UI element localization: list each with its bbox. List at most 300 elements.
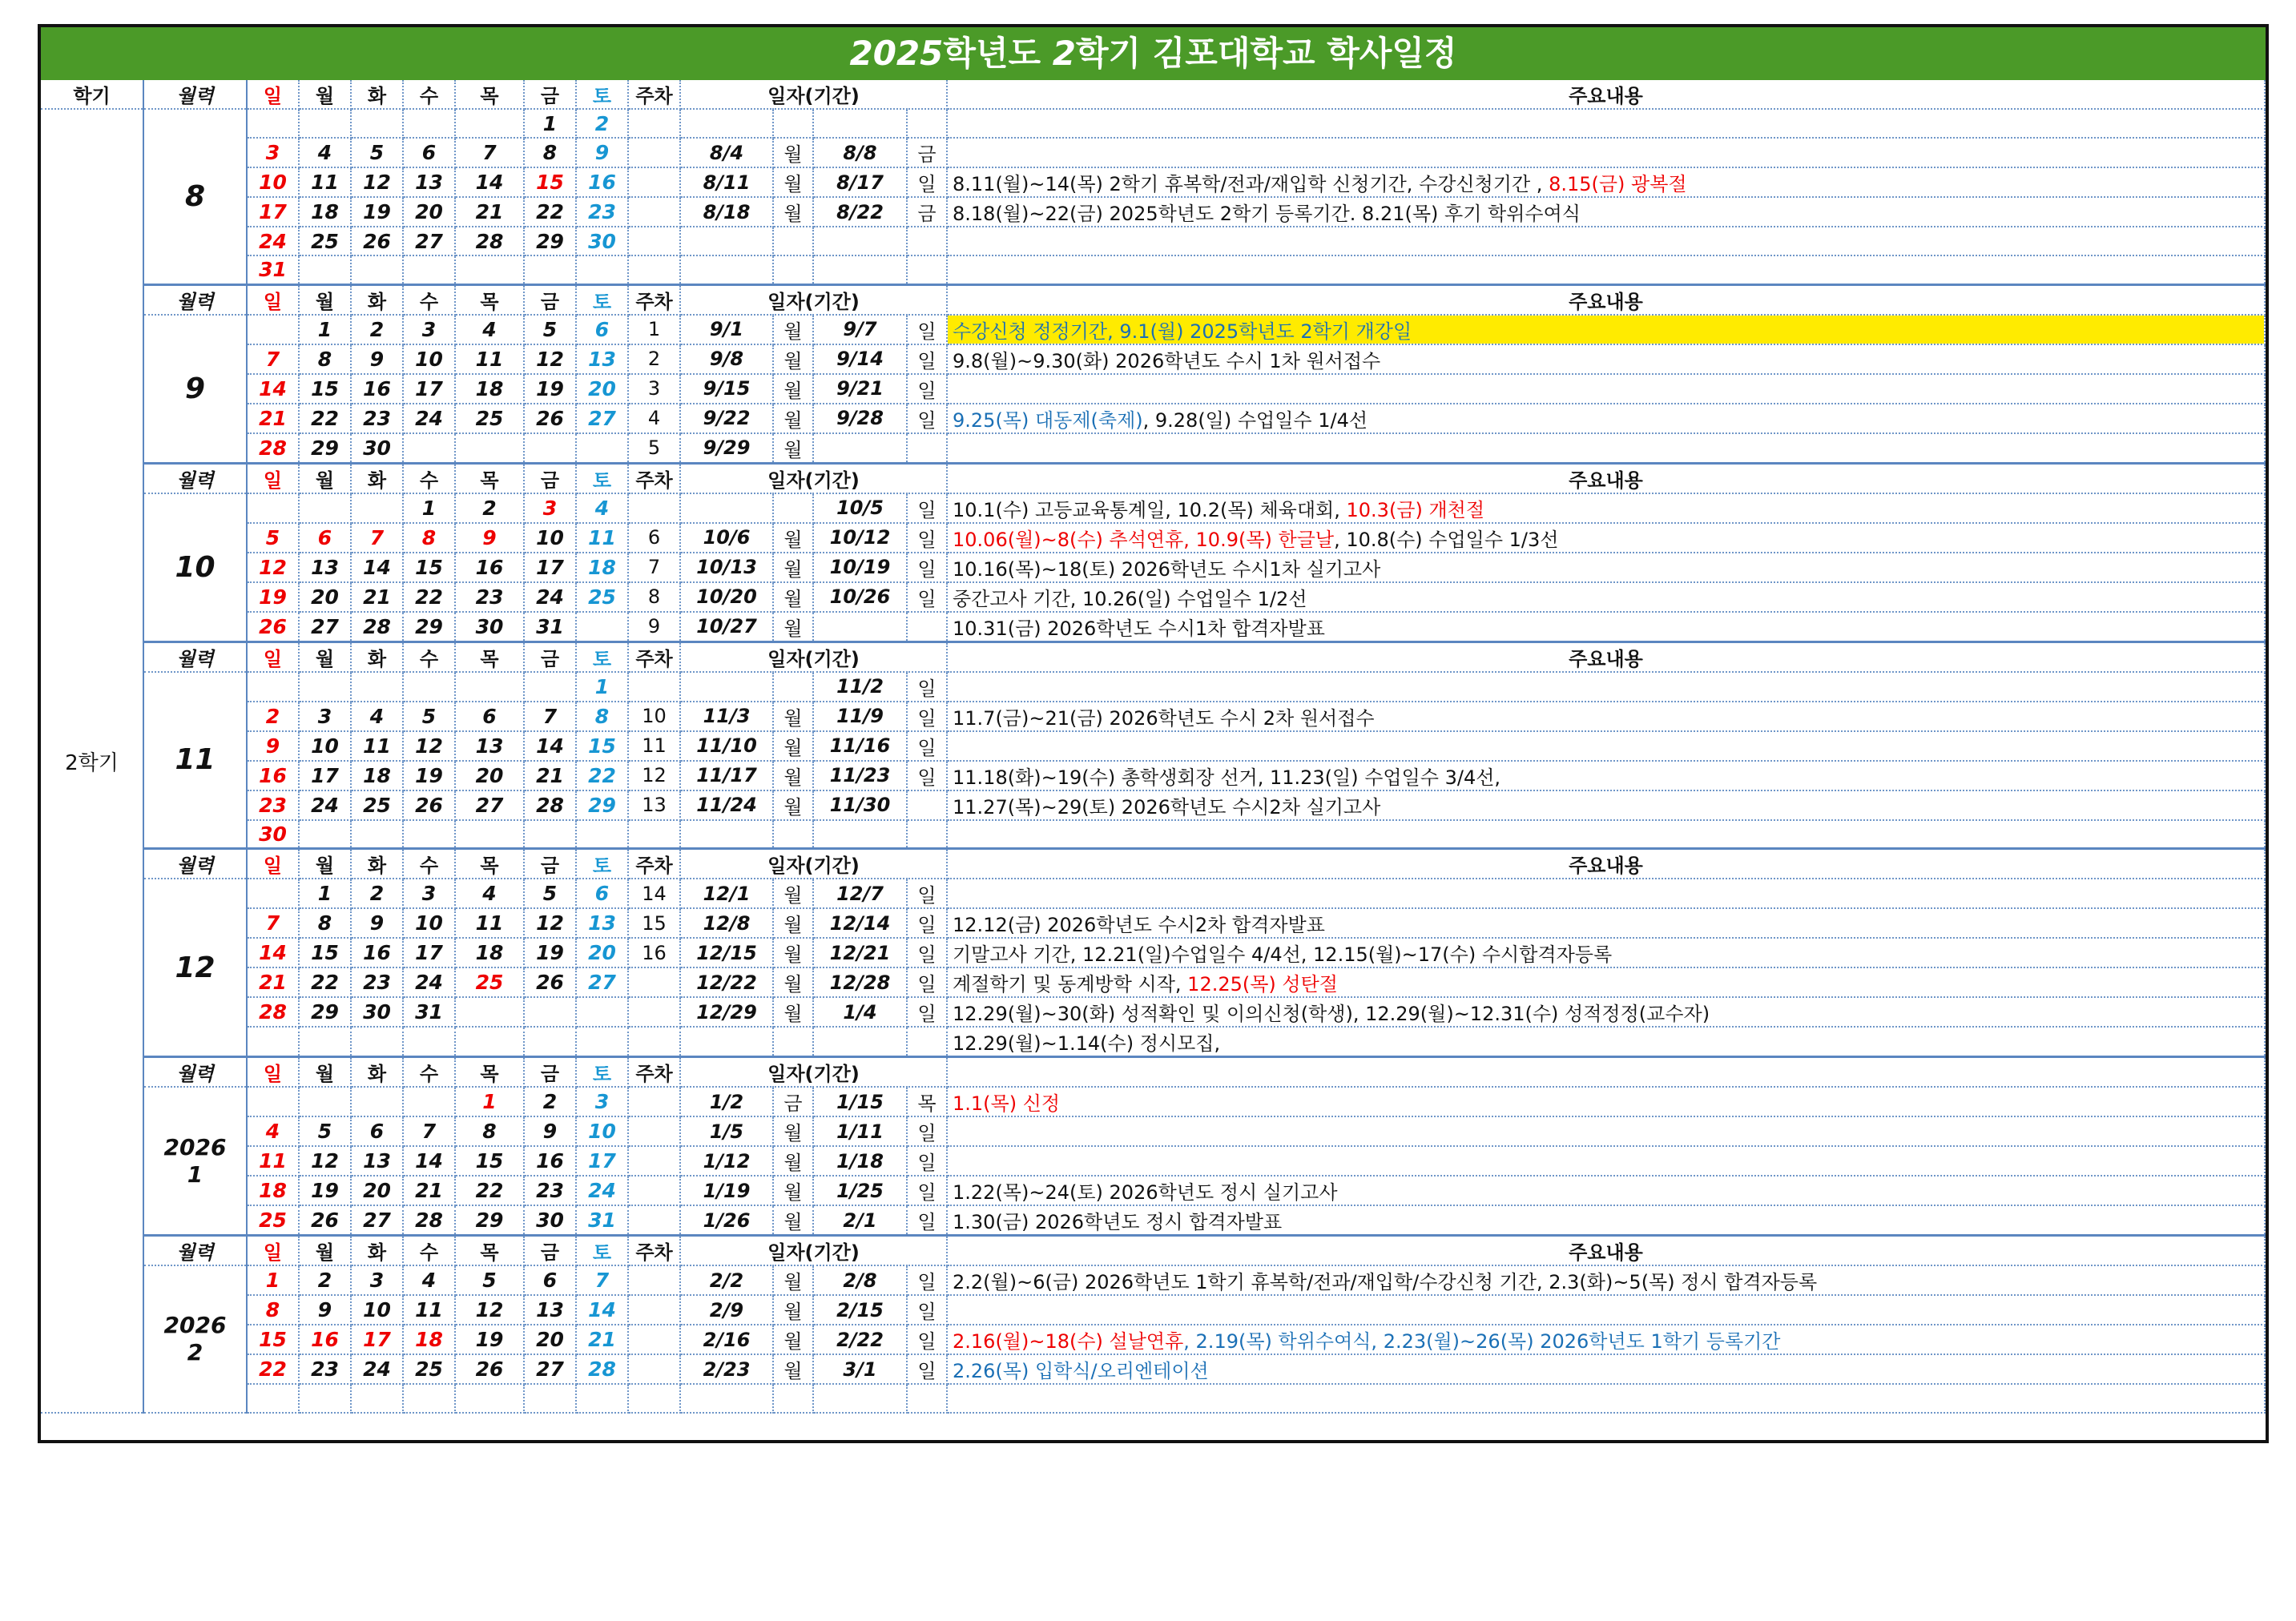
event-text: 11.18(화)~19(수) 총학생회장 선거, 11.23(일) 수업일수 3/4선, (953, 766, 1501, 789)
event-notes (947, 761, 2265, 790)
period-start: 11/17 (680, 761, 773, 790)
week-row (41, 938, 2265, 967)
week-number (628, 672, 680, 702)
calendar-day: 16 (299, 1325, 351, 1354)
calendar-day: 27 (455, 790, 524, 820)
event-text: 1.30(금) 2026학년도 정시 합격자발표 (953, 1211, 1283, 1233)
calendar-day (576, 1384, 628, 1413)
period-start: 1/19 (680, 1176, 773, 1205)
period-end: 2/22 (813, 1325, 907, 1354)
week-row (41, 908, 2265, 938)
event-text: 11.7(금)~21(금) 2026학년도 수시 2차 원서접수 (953, 706, 1375, 730)
month-label: 11 (143, 672, 247, 849)
event-text: 12.12(금) 2026학년도 수시2차 합격자발표 (953, 914, 1325, 936)
calendar-day: 13 (299, 553, 351, 582)
calendar-day (455, 433, 524, 464)
weekday-header: 화 (351, 284, 403, 315)
period-start: 11/10 (680, 731, 773, 761)
event-notes (947, 493, 2265, 523)
week-header: 주차 (628, 1057, 680, 1088)
calendar-day (299, 1087, 351, 1116)
period-header: 일자(기간) (680, 80, 947, 109)
event-text: 8.18(월)~22(금) 2025학년도 2학기 등록기간. 8.21(목) 후기 학위수여식 (953, 203, 1581, 225)
weekday-header: 화 (351, 463, 403, 493)
page-title: 2025학년도 2학기 김포대학교 학사일정 (41, 27, 2266, 80)
week-number: 12 (628, 761, 680, 790)
calendar-day (455, 1027, 524, 1057)
week-number: 8 (628, 582, 680, 612)
weekday-header: 목 (455, 80, 524, 109)
period-end-day: 일 (907, 761, 947, 790)
calendar-day (247, 315, 299, 344)
calendar-day: 14 (455, 167, 524, 197)
calendar-day (576, 612, 628, 642)
period-start-day: 월 (773, 138, 813, 167)
period-end: 9/21 (813, 374, 907, 404)
calendar-day: 14 (247, 374, 299, 404)
period-end: 12/21 (813, 938, 907, 967)
calendar-day (247, 1087, 299, 1116)
period-end-day: 일 (907, 1176, 947, 1205)
calendar-day: 2 (299, 1265, 351, 1295)
calendar-day: 15 (455, 1146, 524, 1176)
event-notes (947, 672, 2265, 702)
period-start-day: 월 (773, 1354, 813, 1384)
calendar-day: 23 (247, 790, 299, 820)
calendar-day (403, 672, 455, 702)
calendar-day: 9 (351, 344, 403, 374)
calendar-day: 22 (455, 1176, 524, 1205)
calendar-day: 25 (403, 1354, 455, 1384)
event-notes (947, 109, 2265, 138)
week-row (41, 612, 2265, 642)
period-start: 10/6 (680, 523, 773, 553)
month-label: 9 (143, 315, 247, 464)
calendar-day: 26 (299, 1205, 351, 1236)
week-row (41, 255, 2265, 284)
calendar-day: 24 (351, 1354, 403, 1384)
calendar-day: 26 (247, 612, 299, 642)
header-row (41, 80, 2265, 109)
week-number: 6 (628, 523, 680, 553)
period-start-day: 월 (773, 1176, 813, 1205)
calendar-day: 25 (247, 1205, 299, 1236)
calendar-day (351, 820, 403, 849)
week-number (628, 1205, 680, 1236)
calendar-day: 19 (524, 374, 576, 404)
week-number (628, 227, 680, 255)
calendar-day: 16 (576, 167, 628, 197)
header-row (41, 642, 2265, 672)
event-notes (947, 197, 2265, 227)
period-start: 9/1 (680, 315, 773, 344)
calendar-header: 월력 (143, 1236, 247, 1266)
period-end-day: 일 (907, 523, 947, 553)
period-end-day: 일 (907, 315, 947, 344)
week-number: 16 (628, 938, 680, 967)
weekday-header: 금 (524, 642, 576, 672)
event-notes (947, 908, 2265, 938)
calendar-day (524, 820, 576, 849)
calendar-day: 5 (403, 702, 455, 731)
calendar-day: 18 (351, 761, 403, 790)
event-notes (947, 1205, 2265, 1236)
period-start-day: 월 (773, 197, 813, 227)
calendar-day: 20 (403, 197, 455, 227)
period-end: 11/30 (813, 790, 907, 820)
event-text: 기말고사 기간, 12.21(일)수업일수 4/4선, 12.15(월)~17(수) 수시합격자등록 (953, 943, 1613, 966)
calendar-day: 1 (524, 109, 576, 138)
weekday-header: 수 (403, 642, 455, 672)
week-row (41, 1087, 2265, 1116)
period-start-day: 월 (773, 523, 813, 553)
week-number (628, 1146, 680, 1176)
calendar-day: 14 (576, 1295, 628, 1325)
calendar-day: 21 (403, 1176, 455, 1205)
weekday-header: 수 (403, 849, 455, 879)
calendar-day: 13 (351, 1146, 403, 1176)
month-label: 10 (143, 493, 247, 642)
period-start-day (773, 255, 813, 284)
calendar-day: 1 (576, 672, 628, 702)
calendar-day (247, 1384, 299, 1413)
calendar-day: 27 (576, 404, 628, 433)
calendar-day: 30 (351, 433, 403, 464)
calendar-day: 31 (576, 1205, 628, 1236)
period-end-day: 일 (907, 702, 947, 731)
period-end (813, 227, 907, 255)
week-number (628, 493, 680, 523)
period-start: 12/22 (680, 967, 773, 997)
weekday-header: 화 (351, 80, 403, 109)
weekday-header: 화 (351, 642, 403, 672)
calendar-day: 14 (403, 1146, 455, 1176)
calendar-day (299, 109, 351, 138)
calendar-day: 8 (247, 1295, 299, 1325)
calendar-day: 12 (247, 553, 299, 582)
event-notes (947, 879, 2265, 908)
calendar-day: 15 (403, 553, 455, 582)
calendar-day: 22 (299, 967, 351, 997)
calendar-day: 27 (524, 1354, 576, 1384)
calendar-day: 13 (403, 167, 455, 197)
calendar-day: 21 (455, 197, 524, 227)
calendar-day: 16 (455, 553, 524, 582)
calendar-day: 26 (524, 967, 576, 997)
event-notes (947, 790, 2265, 820)
week-row (41, 790, 2265, 820)
event-text: 12.29(월)~1.14(수) 정시모집, (953, 1032, 1221, 1055)
calendar-day: 29 (299, 433, 351, 464)
period-end (813, 433, 907, 464)
event-notes (947, 702, 2265, 731)
calendar-day: 18 (247, 1176, 299, 1205)
event-text: 9.25(목) 대동제(축제) (953, 408, 1143, 432)
calendar-day: 5 (455, 1265, 524, 1295)
week-row (41, 731, 2265, 761)
week-header: 주차 (628, 80, 680, 109)
calendar-day: 19 (403, 761, 455, 790)
calendar-day: 25 (455, 967, 524, 997)
calendar-day: 18 (455, 938, 524, 967)
event-text: 10.3(금) 개천절 (1346, 498, 1485, 521)
calendar-day: 8 (455, 1116, 524, 1146)
calendar-header: 월력 (143, 1057, 247, 1088)
calendar-day (403, 1087, 455, 1116)
event-text: 2.16(월)~18(수) 설날연휴 (953, 1330, 1184, 1353)
header-row (41, 1236, 2265, 1266)
calendar-day: 11 (455, 344, 524, 374)
week-row (41, 1176, 2265, 1205)
period-start-day: 월 (773, 315, 813, 344)
period-start-day: 월 (773, 761, 813, 790)
calendar-day: 9 (351, 908, 403, 938)
event-notes (947, 523, 2265, 553)
period-start-day: 월 (773, 967, 813, 997)
calendar-header: 월력 (143, 80, 247, 109)
period-header: 일자(기간) (680, 642, 947, 672)
week-row (41, 197, 2265, 227)
calendar-day: 15 (299, 374, 351, 404)
event-text: 10.06(월)~8(수) 추석연휴, 10.9(목) 한글날 (953, 528, 1335, 551)
weekday-header: 토 (576, 463, 628, 493)
weekday-header: 월 (299, 1236, 351, 1266)
calendar-day: 17 (247, 197, 299, 227)
calendar-day: 11 (247, 1146, 299, 1176)
calendar-day: 23 (351, 967, 403, 997)
period-end-day: 일 (907, 997, 947, 1027)
calendar-day (247, 1027, 299, 1057)
weekday-header: 화 (351, 1236, 403, 1266)
week-number: 1 (628, 315, 680, 344)
week-row (41, 879, 2265, 908)
calendar-day: 6 (455, 702, 524, 731)
calendar-day: 10 (351, 1295, 403, 1325)
period-end: 3/1 (813, 1354, 907, 1384)
period-end-day (907, 612, 947, 642)
weekday-header: 일 (247, 284, 299, 315)
calendar-day: 12 (455, 1295, 524, 1325)
calendar-day: 28 (455, 227, 524, 255)
semester-label: 2학기 (41, 109, 143, 1413)
month-label: 12 (143, 879, 247, 1057)
calendar-day (299, 820, 351, 849)
weekday-header: 월 (299, 463, 351, 493)
calendar-day (351, 1027, 403, 1057)
week-row (41, 138, 2265, 167)
week-row (41, 404, 2265, 433)
period-end-day: 일 (907, 404, 947, 433)
week-row (41, 1027, 2265, 1057)
calendar-day: 15 (299, 938, 351, 967)
calendar-day: 22 (247, 1354, 299, 1384)
calendar-day (455, 255, 524, 284)
calendar-day: 20 (455, 761, 524, 790)
week-row (41, 761, 2265, 790)
event-text: 9.8(월)~9.30(화) 2026학년도 수시 1차 원서접수 (953, 349, 1381, 372)
calendar-day: 21 (247, 967, 299, 997)
calendar-day: 5 (299, 1116, 351, 1146)
calendar-day: 13 (576, 344, 628, 374)
event-notes (947, 731, 2265, 761)
week-header: 주차 (628, 284, 680, 315)
week-row (41, 820, 2265, 849)
period-end-day (907, 227, 947, 255)
period-start (680, 1384, 773, 1413)
month-label: 8 (143, 109, 247, 284)
calendar-day: 25 (576, 582, 628, 612)
period-end-day: 일 (907, 1265, 947, 1295)
calendar-day (576, 820, 628, 849)
event-notes (947, 1027, 2265, 1057)
period-start: 12/15 (680, 938, 773, 967)
week-number (628, 109, 680, 138)
period-start: 11/24 (680, 790, 773, 820)
header-row (41, 284, 2265, 315)
week-number: 7 (628, 553, 680, 582)
calendar-day (351, 1384, 403, 1413)
calendar-day: 3 (576, 1087, 628, 1116)
week-row (41, 523, 2265, 553)
period-end: 11/2 (813, 672, 907, 702)
period-header: 일자(기간) (680, 284, 947, 315)
calendar-day: 7 (576, 1265, 628, 1295)
calendar-day: 23 (351, 404, 403, 433)
period-end: 10/5 (813, 493, 907, 523)
calendar-day: 3 (247, 138, 299, 167)
week-number: 11 (628, 731, 680, 761)
period-header: 일자(기간) (680, 849, 947, 879)
week-number (628, 1087, 680, 1116)
period-end-day (907, 109, 947, 138)
period-end: 10/19 (813, 553, 907, 582)
period-end: 10/12 (813, 523, 907, 553)
calendar-day: 26 (351, 227, 403, 255)
calendar-day: 27 (403, 227, 455, 255)
weekday-header: 토 (576, 849, 628, 879)
calendar-day: 1 (455, 1087, 524, 1116)
period-start-day: 월 (773, 1205, 813, 1236)
calendar-day: 9 (524, 1116, 576, 1146)
calendar-day: 29 (524, 227, 576, 255)
calendar-day: 7 (351, 523, 403, 553)
calendar-day: 25 (299, 227, 351, 255)
calendar-day: 20 (299, 582, 351, 612)
period-start: 1/2 (680, 1087, 773, 1116)
calendar-day (524, 255, 576, 284)
calendar-day: 6 (576, 315, 628, 344)
weekday-header: 월 (299, 642, 351, 672)
academic-calendar-sheet (38, 24, 2269, 1443)
calendar-day: 4 (403, 1265, 455, 1295)
event-text: 10.16(목)~18(토) 2026학년도 수시1차 실기고사 (953, 557, 1381, 581)
calendar-day: 13 (524, 1295, 576, 1325)
period-end-day: 일 (907, 731, 947, 761)
period-end: 2/15 (813, 1295, 907, 1325)
calendar-day: 16 (351, 938, 403, 967)
period-end-day: 일 (907, 1325, 947, 1354)
period-end: 10/26 (813, 582, 907, 612)
event-notes (947, 255, 2265, 284)
period-end-day (907, 1027, 947, 1057)
calendar-day: 3 (403, 315, 455, 344)
event-text: 계절학기 및 동계방학 시작, (953, 973, 1188, 996)
weekday-header: 금 (524, 284, 576, 315)
weekday-header: 일 (247, 80, 299, 109)
calendar-day: 26 (524, 404, 576, 433)
period-end: 2/1 (813, 1205, 907, 1236)
calendar-day: 6 (351, 1116, 403, 1146)
event-text: 8.11(월)~14(목) 2학기 휴복학/전과/재입학 신청기간, 수강신청기간 , (953, 173, 1549, 195)
period-end (813, 109, 907, 138)
calendar-day: 7 (455, 138, 524, 167)
period-end (813, 255, 907, 284)
calendar-day: 7 (247, 908, 299, 938)
week-row (41, 433, 2265, 464)
period-start-day: 월 (773, 404, 813, 433)
period-start-day: 월 (773, 731, 813, 761)
period-end: 12/14 (813, 908, 907, 938)
event-notes (947, 1146, 2265, 1176)
period-start-day: 월 (773, 1265, 813, 1295)
calendar-day: 30 (351, 997, 403, 1027)
calendar-day: 21 (576, 1325, 628, 1354)
period-start-day: 금 (773, 1087, 813, 1116)
calendar-day: 3 (403, 879, 455, 908)
period-start-day: 월 (773, 938, 813, 967)
week-header: 주차 (628, 1236, 680, 1266)
period-start-day: 월 (773, 344, 813, 374)
calendar-day: 2 (351, 879, 403, 908)
period-start: 9/29 (680, 433, 773, 464)
calendar-header: 월력 (143, 849, 247, 879)
calendar-day (351, 672, 403, 702)
period-end-day: 일 (907, 967, 947, 997)
week-number (628, 138, 680, 167)
calendar-day (455, 820, 524, 849)
week-number (628, 1027, 680, 1057)
period-end-day: 일 (907, 1354, 947, 1384)
calendar-day (247, 109, 299, 138)
weekday-header: 수 (403, 1236, 455, 1266)
event-text: 10.31(금) 2026학년도 수시1차 합격자발표 (953, 617, 1325, 640)
period-start: 9/8 (680, 344, 773, 374)
week-number: 14 (628, 879, 680, 908)
period-end-day: 일 (907, 582, 947, 612)
calendar-day (524, 1027, 576, 1057)
week-row (41, 1325, 2265, 1354)
calendar-day (299, 493, 351, 523)
calendar-day: 6 (403, 138, 455, 167)
calendar-day: 28 (247, 997, 299, 1027)
header-row (41, 463, 2265, 493)
period-start-day (773, 820, 813, 849)
calendar-day (351, 1087, 403, 1116)
period-end: 1/18 (813, 1146, 907, 1176)
week-row (41, 1384, 2265, 1413)
period-end (813, 612, 907, 642)
week-number (628, 167, 680, 197)
period-end-day (907, 1384, 947, 1413)
calendar-day: 12 (299, 1146, 351, 1176)
calendar-header: 월력 (143, 642, 247, 672)
calendar-day: 28 (403, 1205, 455, 1236)
calendar-day: 17 (524, 553, 576, 582)
calendar-day: 25 (455, 404, 524, 433)
calendar-day (455, 1384, 524, 1413)
weekday-header: 토 (576, 80, 628, 109)
calendar-day: 1 (403, 493, 455, 523)
